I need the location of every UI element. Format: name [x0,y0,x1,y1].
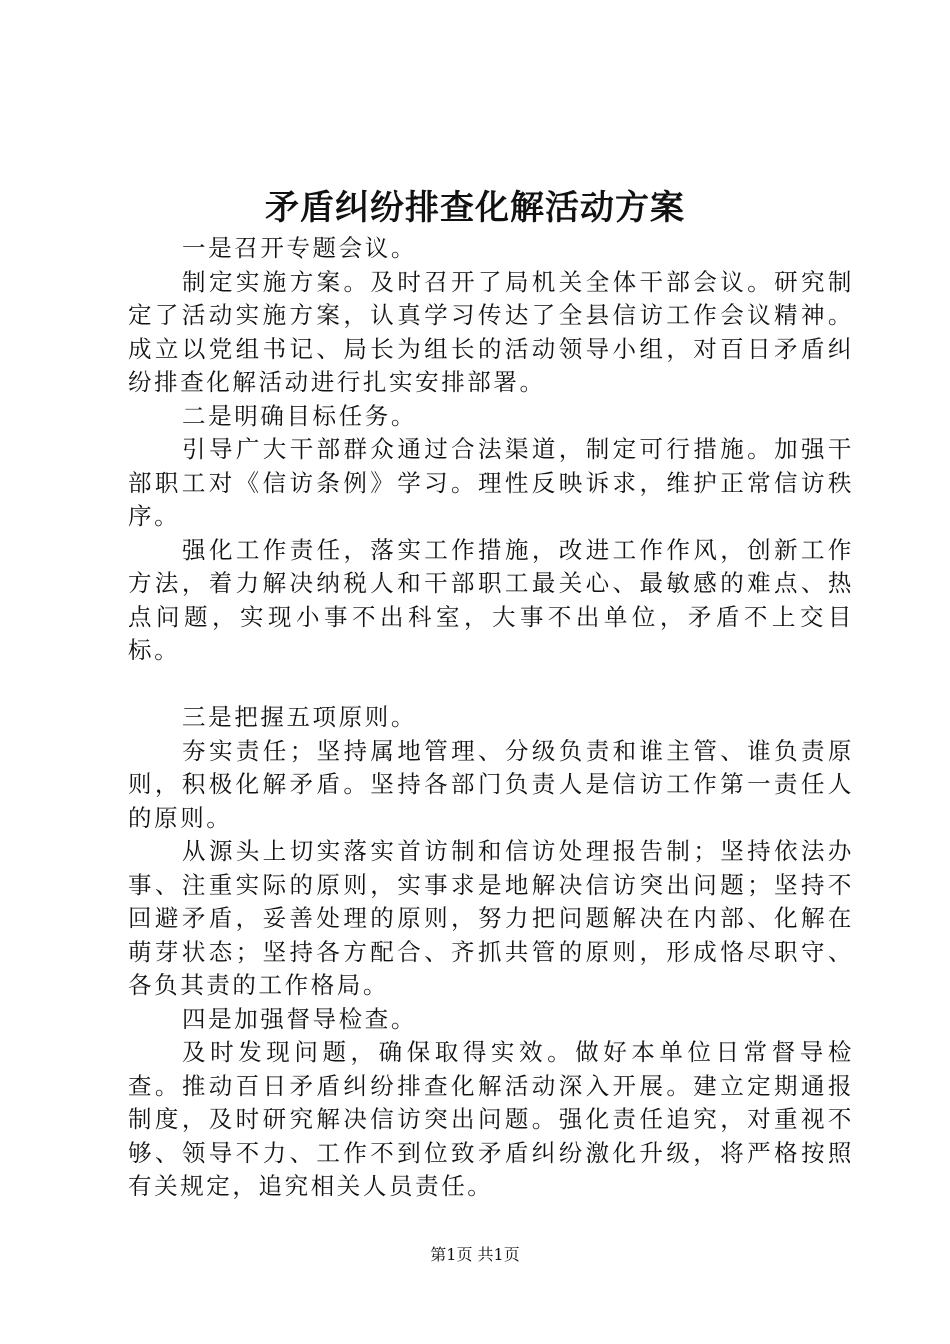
paragraph-heading-2: 二是明确目标任务。 [182,401,417,430]
paragraph: 制定实施方案。及时召开了局机关全体干部会议。研究制定了活动实施方案，认真学习传达了全县信访工作会议精神。成立以党组书记、局长为组长的活动领导小组，对百日矛盾纠纷排查化解活动进行扎实安排部署。 [128,267,854,396]
paragraph: 及时发现问题，确保取得实效。做好本单位日常督导检查。推动百日矛盾纠纷排查化解活动深入开展。建立定期通报制度，及时研究解决信访突出问题。强化责任追究，对重视不够、领导不力、工作不到位致矛盾纠纷激化升级，将严格按照有关规定，追究相关人员责任。 [128,1038,854,1200]
page-title: 矛盾纠纷排查化解活动方案 [265,188,685,228]
page-footer: 第1页 共1页 [430,1245,520,1264]
paragraph-heading-1: 一是召开专题会议。 [182,234,417,262]
document-body [128,232,854,1204]
paragraph: 夯实责任；坚持属地管理、分级负责和谁主管、谁负责原则，积极化解矛盾。坚持各部门负责人是信访工作第一责任人的原则。 [128,736,854,832]
paragraph-heading-4: 四是加强督导检查。 [182,1004,417,1033]
paragraph-heading-3: 三是把握五项原则。 [182,703,417,731]
paragraph: 引导广大干部群众通过合法渠道，制定可行措施。加强干部职工对《信访条例》学习。理性反映诉求，维护正常信访秩序。 [128,435,854,530]
paragraph: 从源头上切实落实首访制和信访处理报告制；坚持依法办事、注重实际的原则，实事求是地解决信访突出问题；坚持不回避矛盾，妥善处理的原则，努力把问题解决在内部、化解在萌芽状态；坚持各方配合、齐抓共管的原则，形成恪尽职守、各负其责的工作格局。 [128,837,854,999]
paragraph: 强化工作责任，落实工作措施，改进工作作风，创新工作方法，着力解决纳税人和干部职工最关心、最敏感的难点、热点问题，实现小事不出科室，大事不出单位，矛盾不上交目标。 [128,535,854,664]
blank-line [128,668,854,702]
